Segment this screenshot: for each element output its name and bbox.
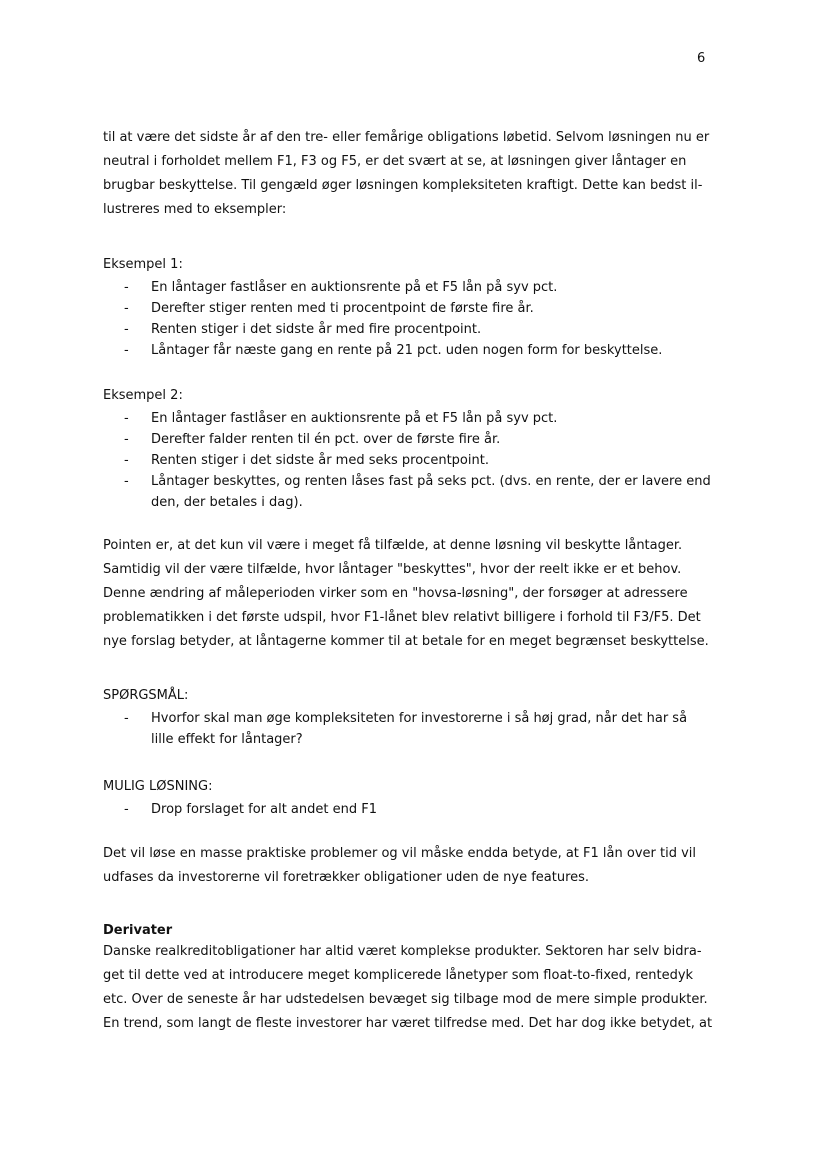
list-item: - En låntager fastlåser en auktionsrente på et F5 lån på syv pct. [124,277,714,298]
list-item: - Renten stiger i det sidste år med seks procentpoint. [124,450,714,471]
text-line: nye forslag betyder, at låntagerne kommer til at betale for en meget begrænset beskyttelse. [103,634,709,649]
text-line: til at være det sidste år af den tre- eller femårige obligations løbetid. Selvom løsningen nu er [103,130,710,145]
question-label: SPØRGSMÅL: [103,688,189,703]
text-line: Samtidig vil der være tilfælde, hvor låntager "beskyttes", hvor der reelt ikke er et behov. [103,562,682,577]
text-line: udfases da investorerne vil foretrækker obligationer uden de nye features. [103,870,590,885]
list-item: - Hvorfor skal man øge kompleksiteten for investorerne i så høj grad, når det har så lille effekt for låntager? [124,708,694,750]
text-line: En trend, som langt de fleste investorer har været tilfredse med. Det har dog ikke betydet, at [103,1016,713,1031]
text-line: get til dette ved at introducere meget komplicerede lånetyper som float-to-fixed, rentedyk [103,968,694,983]
example-2-label: Eksempel 2: [103,388,183,403]
question-list [124,708,694,750]
text-line: Det vil løse en masse praktiske problemer og vil måske endda betyde, at F1 lån over tid vil [103,846,697,861]
text-line: etc. Over de seneste år har udstedelsen bevæget sig tilbage mod de mere simple produkter. [103,992,708,1007]
list-item: - Derefter falder renten til én pct. over de første fire år. [124,429,714,450]
text-line: Danske realkreditobligationer har altid været komplekse produkter. Sektoren har selv bidra- [103,944,702,959]
point-paragraph [103,534,708,654]
intro-paragraph [103,126,708,222]
list-item: - En låntager fastlåser en auktionsrente på et F5 lån på syv pct. [124,408,714,429]
derivatives-paragraph [103,940,713,1036]
solution-label: MULIG LØSNING: [103,779,213,794]
example-2-list [124,408,714,513]
text-line: Pointen er, at det kun vil være i meget få tilfælde, at denne løsning vil beskytte låntager. [103,538,683,553]
text-line: problematikken i det første udspil, hvor F1-lånet blev relativt billigere i forhold til F3/F5. Det [103,610,701,625]
text-line: Denne ændring af måleperioden virker som en "hovsa-løsning", der forsøger at adressere [103,586,688,601]
list-item: - Derefter stiger renten med ti procentpoint de første fire år. [124,298,714,319]
example-1-label: Eksempel 1: [103,257,183,272]
list-item: - Drop forslaget for alt andet end F1 [124,799,714,820]
page-number: 6 [697,51,706,66]
list-item: - Renten stiger i det sidste år med fire procentpoint. [124,319,714,340]
derivatives-heading: Derivater [103,923,173,938]
text-line: neutral i forholdet mellem F1, F3 og F5, er det svært at se, at løsningen giver låntager en [103,154,687,169]
example-1-list [124,277,714,361]
list-item: - Låntager får næste gang en rente på 21 pct. uden nogen form for beskyttelse. [124,340,714,361]
solve-paragraph [103,842,708,890]
text-line: lustreres med to eksempler: [103,202,287,217]
text-line: brugbar beskyttelse. Til gengæld øger løsningen kompleksiteten kraftigt. Dette kan bedst il- [103,178,703,193]
solution-list [124,799,714,820]
list-item: - Låntager beskyttes, og renten låses fast på seks pct. (dvs. en rente, der er lavere end den, der betales i dag). [124,471,714,513]
